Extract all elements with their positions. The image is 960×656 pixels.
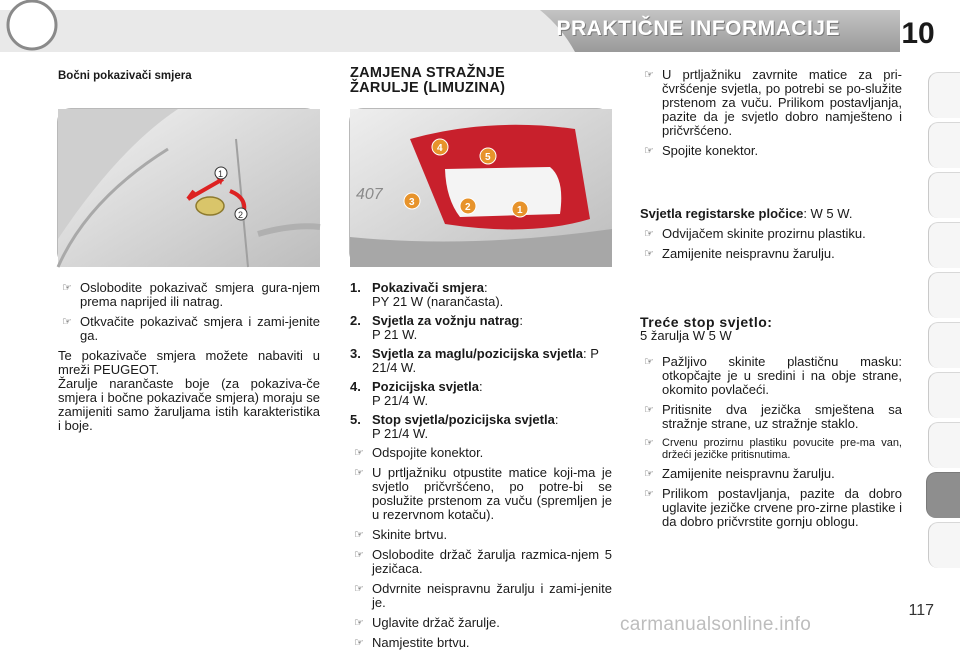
- chapter-title: PRAKTIČNE INFORMACIJE: [556, 17, 840, 40]
- chapter-tab[interactable]: [928, 422, 960, 468]
- list-item: ☞ Pažljivo skinite plastičnu masku: otkopčajte je u sredini i na obje strane, okomito povlačeći.: [640, 355, 902, 397]
- bullet-icon: ☞: [354, 549, 364, 561]
- bullet-icon: ☞: [644, 404, 654, 416]
- chapter-tab[interactable]: [928, 222, 960, 268]
- chapter-tab[interactable]: [928, 522, 960, 568]
- list-item: 4. Pozicijska svjetla: P 21/4 W.: [350, 379, 483, 408]
- list-item: ☞ Otkvačite pokazivač smjera i zami-jenite ga.: [58, 315, 320, 343]
- list-item: ☞ Zamijenite neispravnu žarulju.: [640, 467, 902, 481]
- svg-text:3: 3: [409, 197, 415, 208]
- bullet-icon: ☞: [644, 437, 654, 449]
- list-item: ☞ Oslobodite pokazivač smjera gura-njem prema naprijed ili natrag.: [58, 281, 320, 309]
- list-item: ☞ Namjestite brtvu.: [350, 636, 612, 650]
- svg-text:5: 5: [485, 152, 491, 163]
- chapter-tab[interactable]: [928, 122, 960, 168]
- list-item: ☞ Prilikom postavljanja, pazite da dobro uglavite jezičke crvene pro-zirne plastike i da dobro pričvrstite gornju oblogu.: [640, 487, 902, 529]
- bullet-icon: ☞: [644, 468, 654, 480]
- side-indicator-illustration: [58, 109, 320, 267]
- chapter-tabs: [928, 64, 960, 640]
- page-number: 117: [908, 602, 934, 619]
- indicator-lamp: [196, 197, 224, 215]
- list-item: ☞ U prtljažniku otpustite matice koji-ma je svjetlo pričvršćeno, po potre-bi se poslužite prstenom za vuču (spremljen je u rezervnom kotaču).: [350, 466, 612, 522]
- chapter-number: 10: [901, 17, 935, 50]
- list-item: 5. Stop svjetla/pozicijska svjetla: P 21/4 W.: [350, 412, 559, 441]
- left-column: [58, 69, 320, 83]
- bullet-icon: ☞: [644, 69, 654, 81]
- third-stop-heading: Treće stop svjetlo:: [640, 314, 773, 330]
- chapter-tab[interactable]: [928, 172, 960, 218]
- chapter-tab[interactable]: [928, 322, 960, 368]
- paragraph: Te pokazivače smjera možete nabaviti u mreži PEUGEOT.: [58, 348, 320, 377]
- right-column-top: [640, 68, 902, 164]
- svg-text:1: 1: [517, 205, 523, 216]
- middle-heading-block: [350, 66, 612, 96]
- list-item: ☞ Uglavite držač žarulje.: [350, 616, 612, 630]
- watermark: carmanualsonline.info: [620, 614, 812, 635]
- bullet-icon: ☞: [644, 488, 654, 500]
- plate-light-heading: Svjetla registarske pločice: W 5 W.: [640, 206, 853, 221]
- list-item: ☞ U prtljažniku zavrnite matice za pri-čvršćenje svjetla, po potrebi se po-služite prstenom za vuču. Prilikom postavljanja, pazite da je svjetlo dobro namješteno i pričvršćeno.: [640, 68, 902, 138]
- rear-lamp-heading-line1: ZAMJENA STRAŽNJE: [350, 65, 505, 81]
- list-item: ☞ Pritisnite dva jezička smještena sa stražnje strane, uz stražnje staklo.: [640, 403, 902, 431]
- bullet-icon: ☞: [354, 583, 364, 595]
- list-item: ☞ Odvijačem skinite prozirnu plastiku.: [640, 227, 902, 241]
- chapter-badge: [0, 0, 64, 50]
- list-item: ☞ Spojite konektor.: [640, 144, 902, 158]
- list-item: 2. Svjetla za vožnju natrag: P 21 W.: [350, 313, 523, 342]
- svg-text:2: 2: [238, 210, 244, 220]
- chapter-tab[interactable]: [928, 272, 960, 318]
- third-stop-subheading: 5 žarulja W 5 W: [640, 328, 732, 343]
- chapter-tab[interactable]: [928, 72, 960, 118]
- svg-text:4: 4: [437, 143, 443, 154]
- list-item: ☞ Odspojite konektor.: [350, 446, 612, 460]
- svg-text:2: 2: [465, 202, 471, 213]
- bullet-icon: ☞: [354, 637, 364, 649]
- rear-lamp-illustration: [350, 109, 612, 267]
- plate-light-section: [640, 207, 902, 267]
- bullet-icon: ☞: [644, 248, 654, 260]
- header-bar: [0, 0, 960, 60]
- left-instructions: [58, 281, 320, 433]
- list-item: 1. Pokazivači smjera: PY 21 W (narančasta).: [350, 280, 504, 309]
- list-item: ☞ Odvrnite neispravnu žarulju i zami-jenite je.: [350, 582, 612, 610]
- bulb-list: [350, 281, 612, 656]
- svg-text:1: 1: [218, 169, 224, 179]
- list-item: ☞ Oslobodite držač žarulja razmica-njem 5 jezičaca.: [350, 548, 612, 576]
- bullet-icon: ☞: [354, 529, 364, 541]
- list-item: ☞ Zamijenite neispravnu žarulju.: [640, 247, 902, 261]
- rear-lamp-photo: [349, 108, 611, 266]
- list-item: ☞ Crvenu prozirnu plastiku povucite pre-ma van, držeći jezičke pritisnutima.: [640, 437, 902, 461]
- list-item: 3. Svjetla za maglu/pozicijska svjetla: P 21/4 W.: [350, 346, 599, 375]
- chapter-tab-active[interactable]: [926, 472, 960, 518]
- bullet-icon: ☞: [644, 228, 654, 240]
- bullet-icon: ☞: [354, 447, 364, 459]
- chapter-tab[interactable]: [928, 372, 960, 418]
- car-badge: 407: [356, 186, 383, 203]
- paragraph: Žarulje narančaste boje (za pokaziva-če smjera i bočne pokazivače smjera) moraju se zamijeniti samo žaruljama istih karakteristika i boje.: [58, 376, 320, 433]
- bullet-icon: ☞: [354, 467, 364, 479]
- third-stop-section: [640, 315, 902, 535]
- bullet-icon: ☞: [354, 617, 364, 629]
- bullet-icon: ☞: [62, 282, 72, 294]
- side-indicator-photo: [57, 108, 319, 266]
- bullet-icon: ☞: [644, 356, 654, 368]
- side-indicator-heading: Bočni pokazivači smjera: [58, 70, 192, 82]
- list-item: ☞ Skinite brtvu.: [350, 528, 612, 542]
- bullet-icon: ☞: [644, 145, 654, 157]
- rear-lamp-heading-line2: ŽARULJE (LIMUZINA): [350, 80, 506, 96]
- bullet-icon: ☞: [62, 316, 72, 328]
